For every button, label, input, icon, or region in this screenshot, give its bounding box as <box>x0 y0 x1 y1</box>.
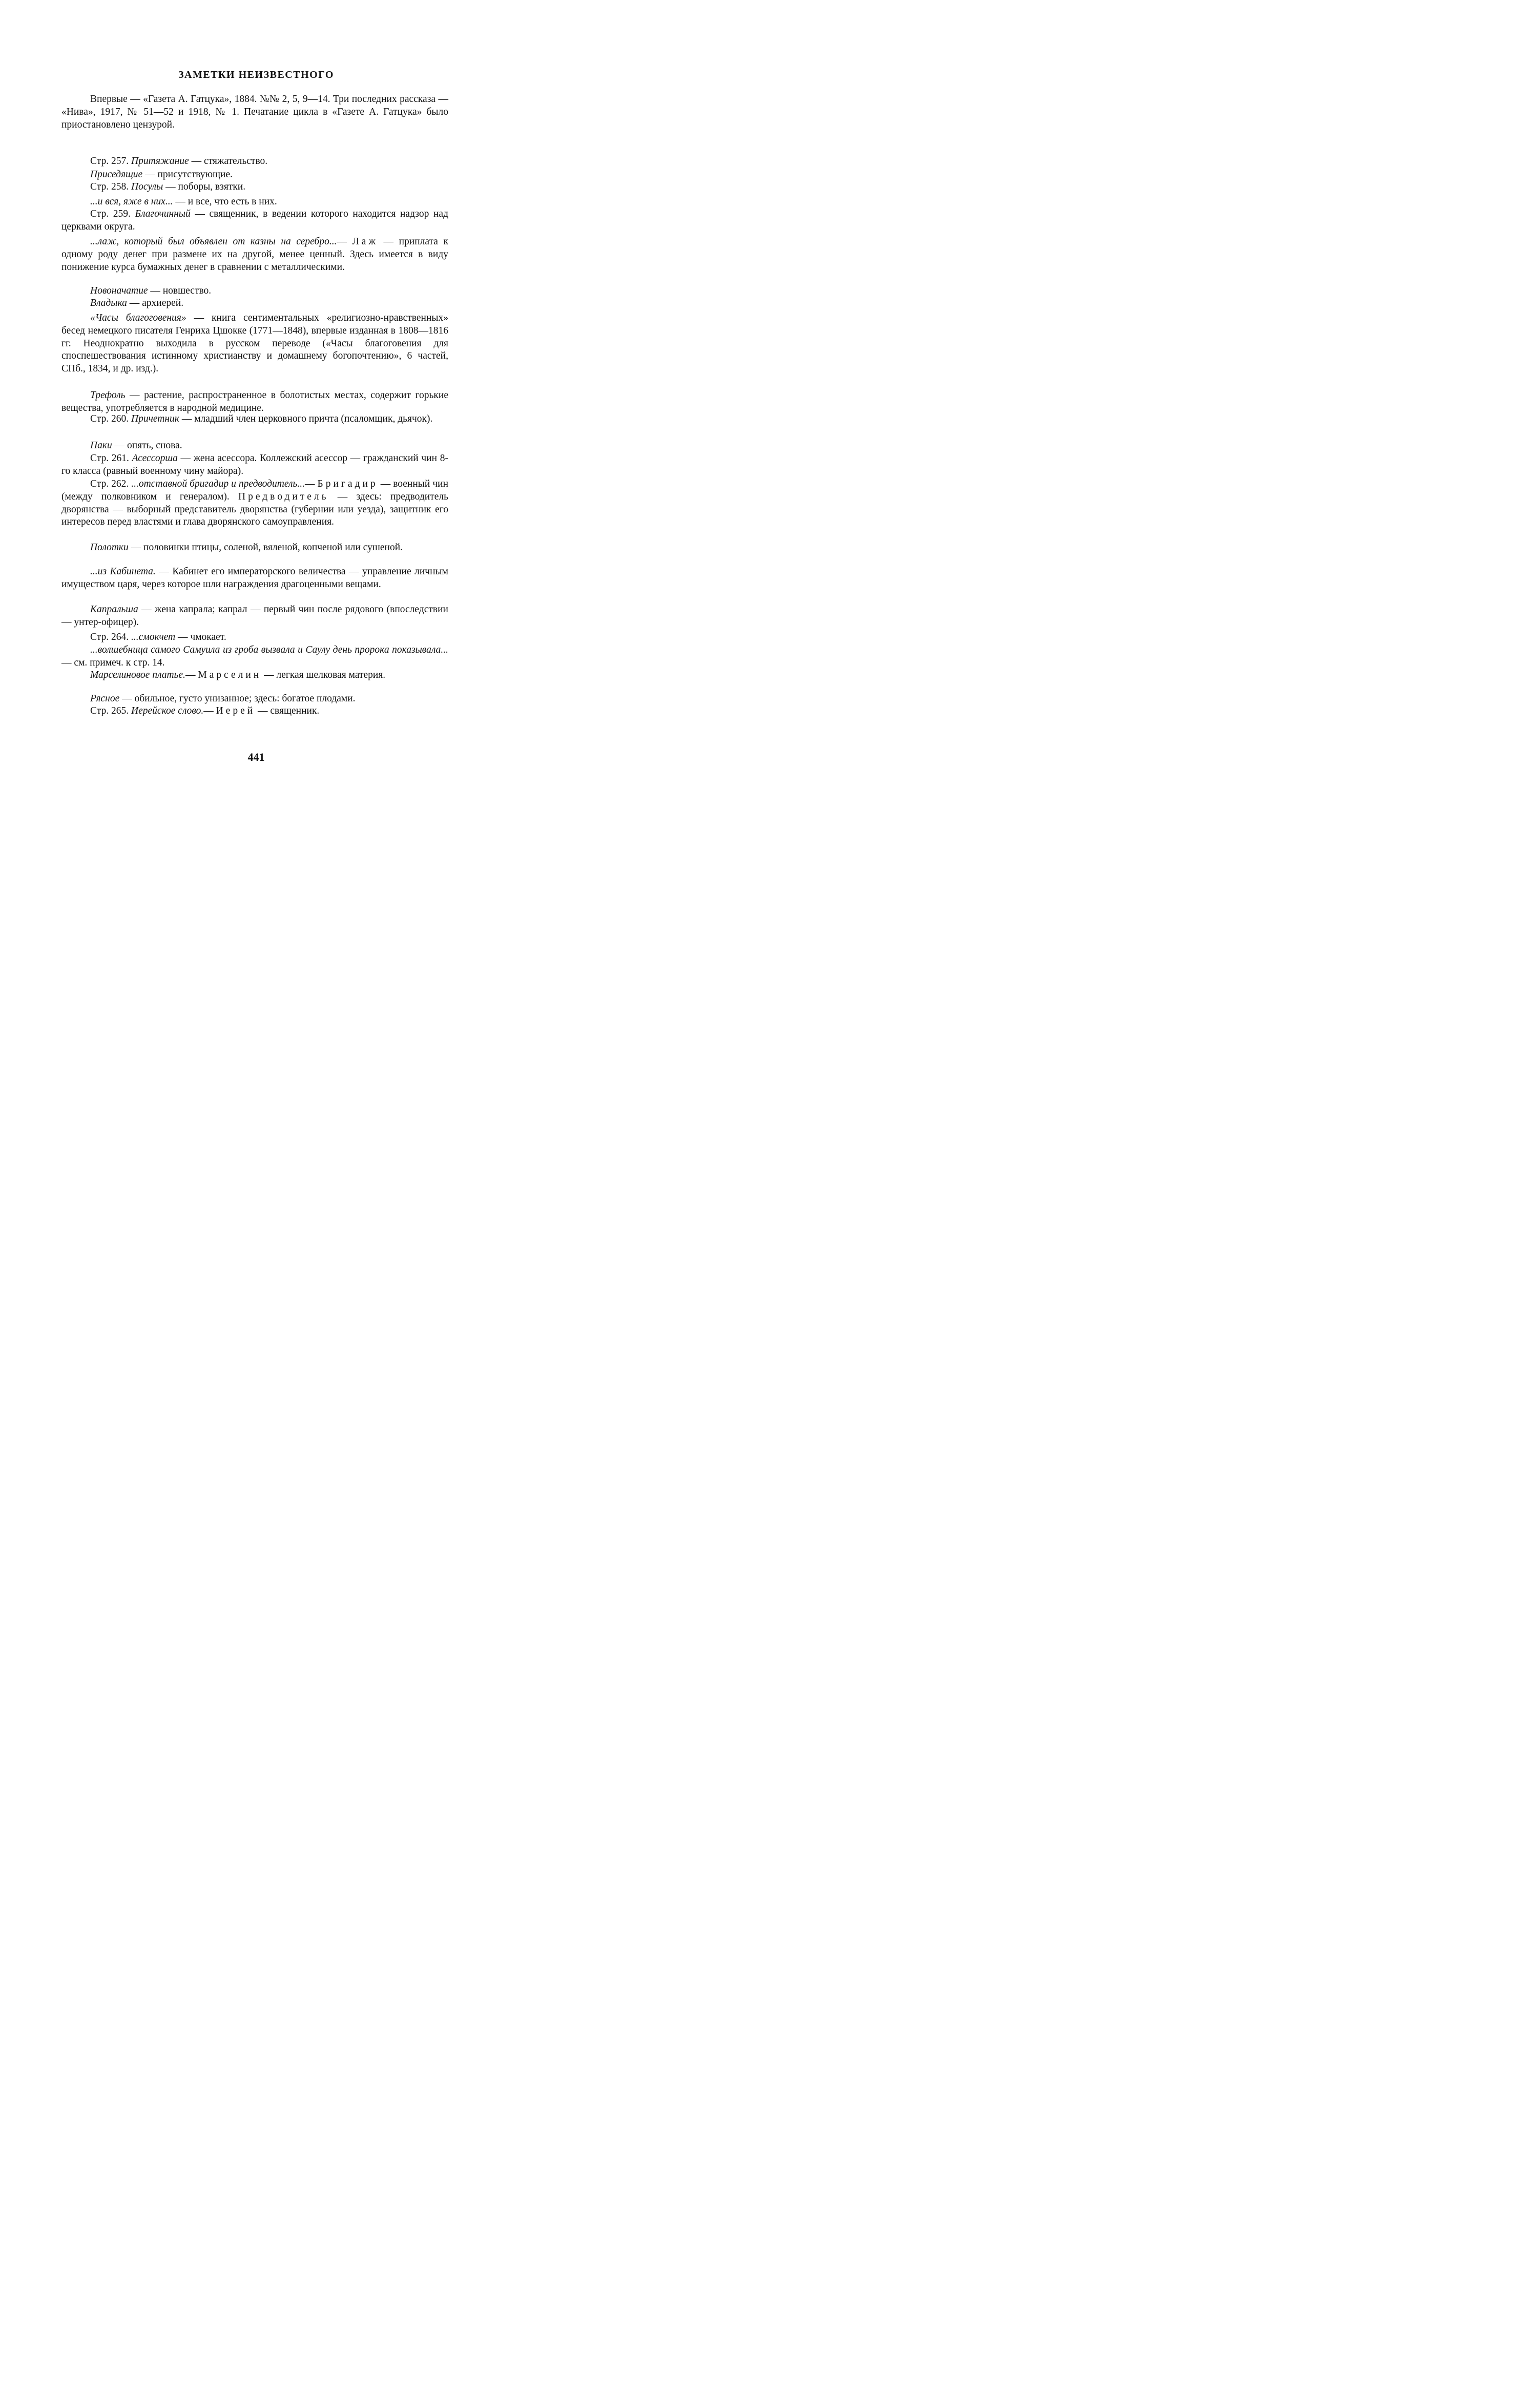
note-item: ...из Кабинета. — Кабинет его императорского величества — управление личным имуществом царя, через которое шли награждения драгоценными вещами. <box>61 566 448 590</box>
note-item: Владыка — архиерей. <box>90 298 184 308</box>
note-item: ...волшебница самого Самуила из гроба вызвала и Саулу день пророка показывала... — см. примеч. к стр. 14. <box>61 645 448 668</box>
page-number: 441 <box>247 751 265 763</box>
section-heading: ЗАМЕТКИ НЕИЗВЕСТНОГО <box>178 69 334 80</box>
note-item: Стр. 262. ...отставной бригадир и предводитель...— Бригадир — военный чин (между полковником и генералом). Предводитель — здесь: предводитель дворянства — выборный представитель дворянства (губернии или уезда), защитник его интересов перед властями и глава дворянского самоуправления. <box>61 479 449 528</box>
note-item: Рясное — обильное, густо унизанное; здесь: богатое плодами. <box>90 693 356 704</box>
note-item: Новоначатие — новшество. <box>90 285 212 296</box>
intro-paragraph: Впервые — «Газета А. Гатцука», 1884. №№ 2, 5, 9—14. Три последних рассказа — «Нива», 1917, № 51—52 и 1918, № 1. Печатание цикла в «Газете А. Гатцука» было приостановлено цензурой. <box>61 94 448 130</box>
note-item: ...и вся, яже в них... — и все, что есть в них. <box>90 196 277 207</box>
note-item: Стр. 265. Иерейское слово.— Иерей — священник. <box>90 705 320 716</box>
note-item: Стр. 261. Асессорша — жена асессора. Коллежский асессор — гражданский чин 8-го класса (равный военному чину майора). <box>61 453 448 476</box>
note-item: Трефоль — растение, распространенное в болотистых местах, содержит горькие вещества, употребляется в народной медицине. <box>61 390 448 413</box>
note-item: Полотки — половинки птицы, соленой, вяленой, копченой или сушеной. <box>90 542 403 553</box>
note-item: «Часы благоговения» — книга сентиментальных «религиозно-нравственных» бесед немецкого писателя Генриха Цшокке (1771—1848), впервые изданная в 1808—1816 гг. Неоднократно выходила в русском переводе («Часы благоговения для споспешествования истинному христианству и домашнему богопочтению», 6 частей, СПб., 1834, и др. изд.). <box>61 313 449 375</box>
note-item: Марселиновое платье.— Марселин — легкая шелковая материя. <box>90 670 386 680</box>
note-item: Стр. 260. Причетник — младший член церковного причта (псаломщик, дьячок). <box>90 413 433 424</box>
note-item: ...лаж, который был объявлен от казны на серебро...— Лаж — приплата к одному роду денег при размене их на другой, менее ценный. Здесь имеется в виду понижение курса бумажных денег в сравнении с металлическими. <box>61 236 449 273</box>
note-item: Паки — опять, снова. <box>90 440 182 451</box>
note-item: Стр. 264. ...смокчет — чмокает. <box>90 632 226 642</box>
note-item: Приседящие — присутствующие. <box>90 169 233 180</box>
note-item: Стр. 257. Притяжание — стяжательство. <box>90 156 268 167</box>
book-page <box>0 0 512 803</box>
note-item: Стр. 258. Посулы — поборы, взятки. <box>90 181 246 192</box>
note-item: Стр. 259. Благочинный — священник, в ведении которого находится надзор над церквами округа. <box>61 209 448 232</box>
note-item: Капральша — жена капрала; капрал — первый чин после рядового (впоследствии — унтер-офицер). <box>61 604 448 628</box>
